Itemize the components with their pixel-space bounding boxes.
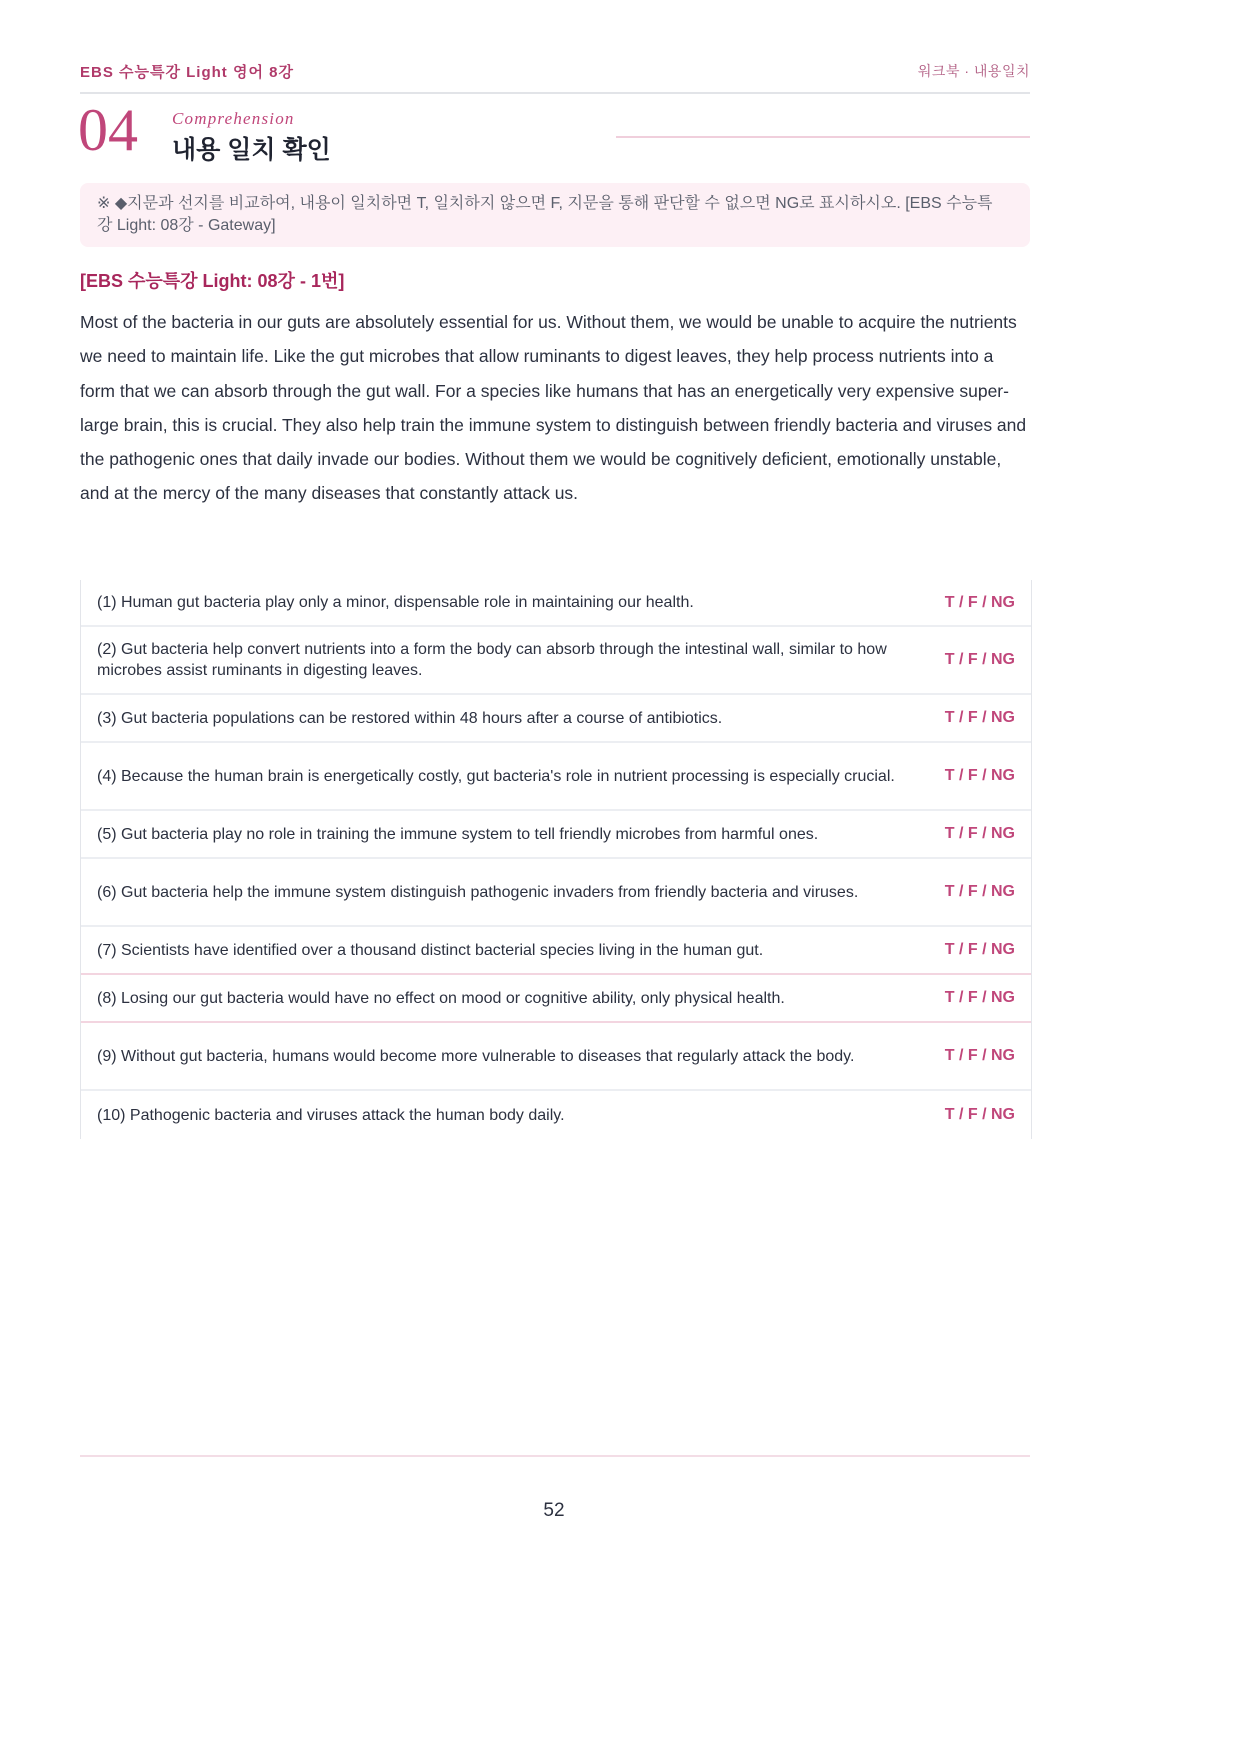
- statement-text: (8) Losing our gut bacteria would have no effect on mood or cognitive ability, only physical health.: [97, 989, 785, 1007]
- statement-text: (2) Gut bacteria help convert nutrients into a form the body can absorb through the intestinal wall, similar to how microbes assist ruminants in digesting leaves.: [97, 641, 887, 679]
- statement-text: (5) Gut bacteria play no role in training the immune system to tell friendly microbes from harmful ones.: [97, 825, 819, 843]
- answer-choices[interactable]: T / F / NG: [944, 883, 1015, 900]
- header-rule: [80, 92, 1030, 94]
- running-title: EBS 수능특강 Light 영어 8강: [80, 63, 294, 81]
- section-number: 04: [78, 97, 138, 163]
- statement-row: [81, 695, 1031, 743]
- statement-row: [81, 927, 1031, 975]
- answer-choices[interactable]: T / F / NG: [944, 1106, 1015, 1123]
- section-kicker: Comprehension: [172, 109, 295, 128]
- statement-text: (9) Without gut bacteria, humans would become more vulnerable to diseases that regularly attack the body.: [97, 1047, 855, 1065]
- answer-choices[interactable]: T / F / NG: [944, 709, 1015, 726]
- answer-choices[interactable]: T / F / NG: [944, 989, 1015, 1006]
- statement-text: (6) Gut bacteria help the immune system distinguish pathogenic invaders from friendly bacteria and viruses.: [97, 883, 859, 901]
- statement-text: (4) Because the human brain is energetically costly, gut bacteria's role in nutrient processing is especially crucial.: [97, 767, 895, 785]
- answer-choices[interactable]: T / F / NG: [944, 593, 1015, 611]
- statement-row: [81, 743, 1031, 811]
- statement-row: [81, 811, 1031, 859]
- instruction-text: ※ ◆지문과 선지를 비교하여, 내용이 일치하면 T, 일치하지 않으면 F, 지문을 통해 판단할 수 없으면 NG로 표시하시오. [EBS 수능특강 Light: 08강 - Gateway]: [97, 195, 993, 234]
- instruction-box: [80, 183, 1030, 247]
- statement-row: [81, 859, 1031, 927]
- answer-choices[interactable]: T / F / NG: [944, 941, 1015, 958]
- passage: Most of the bacteria in our guts are absolutely essential for us. Without them, we would be unable to acquire the nutrients we need to maintain life. Like the gut microbes that allow ruminants to digest leaves, they help process nutrients into a form that we can absorb through the gut wall. For a species like humans that has an energetically very expensive super-large brain, this is crucial. They also help train the immune system to distinguish between friendly bacteria and viruses and the pathogenic ones that daily invade our bodies. Without them we would be cognitively deficient, emotionally unstable, and at the mercy of the many diseases that constantly attack us.: [80, 312, 1027, 504]
- footer-rule: [80, 1455, 1030, 1457]
- statement-row: [81, 1023, 1031, 1091]
- statement-text: (3) Gut bacteria populations can be restored within 48 hours after a course of antibiotics.: [97, 709, 723, 727]
- running-section: 워크북 · 내용일치: [917, 63, 1030, 79]
- section-title: 내용 일치 확인: [172, 136, 331, 164]
- statement-text: (1) Human gut bacteria play only a minor, dispensable role in maintaining our health.: [97, 594, 694, 611]
- statement-table: [80, 580, 1032, 1139]
- statement-text: (7) Scientists have identified over a thousand distinct bacterial species living in the human gut.: [97, 941, 764, 959]
- page-number: 52: [543, 1500, 565, 1521]
- statement-row: [81, 1091, 1031, 1139]
- answer-choices[interactable]: T / F / NG: [944, 1047, 1015, 1064]
- running-header: [80, 58, 1030, 84]
- statement-row: [81, 580, 1031, 627]
- statement-row: [81, 975, 1031, 1023]
- answer-choices[interactable]: T / F / NG: [944, 825, 1015, 842]
- answer-choices[interactable]: T / F / NG: [944, 651, 1015, 668]
- source-label: [EBS 수능특강 Light: 08강 - 1번]: [80, 271, 345, 291]
- section-rule: [616, 136, 1030, 138]
- answer-choices[interactable]: T / F / NG: [944, 767, 1015, 784]
- statement-text: (10) Pathogenic bacteria and viruses attack the human body daily.: [97, 1106, 565, 1124]
- statement-row: [81, 627, 1031, 695]
